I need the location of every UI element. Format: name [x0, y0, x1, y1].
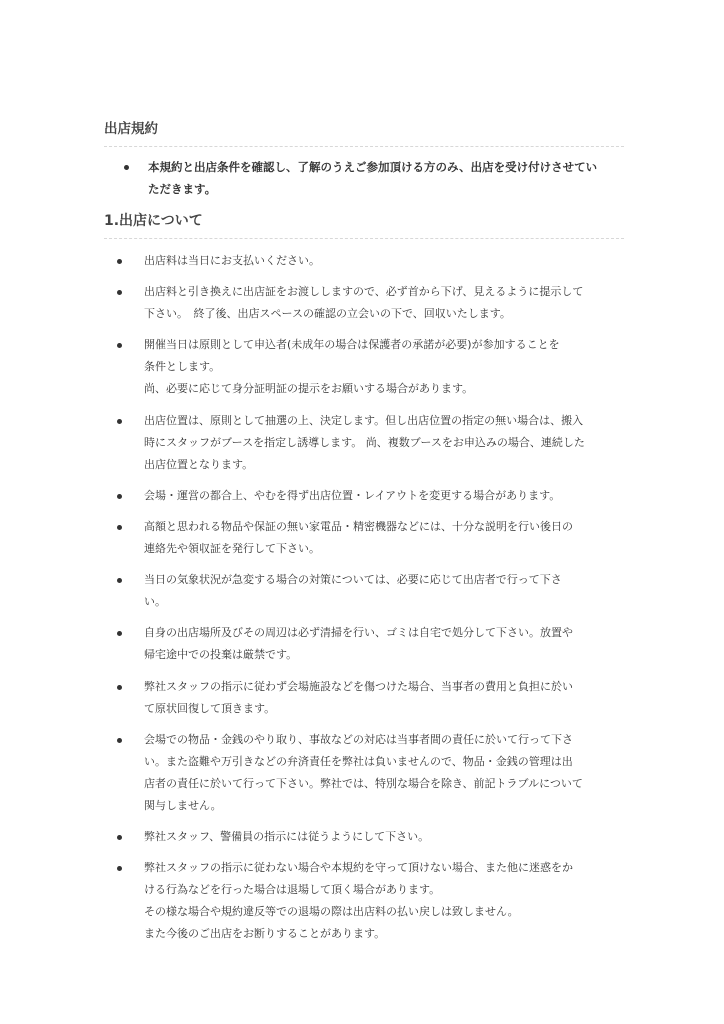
rule-line: 弊社スタッフ、警備員の指示には従うようにして下さい。	[144, 829, 430, 843]
bullet-icon	[117, 578, 122, 583]
rule-line: 関与しません。	[144, 798, 222, 812]
rule-line: 尚、必要に応じて身分証明証の提示をお願いする場合があります。	[144, 382, 474, 396]
rule-item	[104, 729, 624, 817]
rule-line: 開催当日は原則として申込者(未成年の場合は保護者の承諾が必要)が参加することを	[144, 338, 560, 352]
rules-list	[104, 250, 624, 945]
rule-line: 条件とします。	[144, 360, 221, 374]
bullet-icon	[117, 525, 122, 530]
bullet-icon	[117, 494, 122, 499]
rule-line: 店者の責任に於いて行って下さい。弊社では、特別な場合を除き、前記トラブルについて	[144, 776, 583, 790]
rule-line: 下さい。 終了後、出店スペースの確認の立会いの下で、回収いたします。	[144, 307, 511, 321]
rule-line: い。また盗難や万引きなどの弁済責任を弊社は負いませんので、物品・金銭の管理は出	[144, 754, 573, 768]
bullet-icon	[117, 835, 122, 840]
bullet-icon	[124, 165, 129, 170]
bullet-icon	[117, 419, 122, 424]
rule-line: 弊社スタッフの指示に従わない場合や本規約を守って頂けない場合、また他に迷惑をか	[144, 861, 573, 875]
rule-line: 時にスタッフがブースを指定し誘導します。 尚、複数ブースをお申込みの場合、連続した	[144, 435, 585, 449]
rule-line: 当日の気象状況が急変する場合の対策については、必要に応じて出店者で行って下さ	[144, 573, 562, 587]
bullet-icon	[117, 866, 122, 871]
rule-line: て原状回復して頂きます。	[144, 701, 276, 715]
intro-list	[104, 156, 624, 200]
rule-item	[104, 334, 624, 400]
rule-line: 自身の出店場所及びその周辺は必ず清掃を行い、ゴミは自宅で処分して下さい。放置や	[144, 626, 573, 640]
rule-line: 出店位置は、原則として抽選の上、決定します。但し出店位置の指定の無い場合は、搬入	[144, 413, 584, 427]
rule-line: 出店料と引き換えに出店証をお渡ししますので、必ず首から下げ、見えるように提示して	[144, 285, 584, 299]
page-title: 出店規約	[104, 119, 624, 147]
rule-item	[104, 516, 624, 560]
rule-line: い。	[144, 595, 166, 609]
intro-line: ただきます。	[148, 182, 217, 196]
rule-line: 出店料は当日にお支払いください。	[144, 254, 320, 267]
rule-line: 連絡先や領収証を発行して下さい。	[144, 541, 320, 555]
rule-line: 会場・運営の都合上、やむを得ず出店位置・レイアウトを変更する場合があります。	[144, 488, 561, 502]
rule-item	[104, 281, 624, 325]
rule-line: 帰宅途中での投棄は厳禁です。	[144, 648, 298, 662]
rule-item	[104, 485, 624, 507]
bullet-icon	[117, 343, 122, 348]
rule-item	[104, 826, 624, 848]
intro-line: 本規約と出店条件を確認し、了解のうえご参加頂ける方のみ、出店を受け付けさせてい	[148, 160, 598, 174]
intro-item	[104, 156, 624, 200]
rule-line: 出店位置となります。	[144, 457, 254, 471]
rule-item	[104, 676, 624, 720]
rule-item	[104, 622, 624, 666]
bullet-icon	[117, 685, 122, 690]
rule-line: 会場での物品・金銭のやり取り、事故などの対応は当事者間の責任に於いて行って下さ	[144, 732, 573, 746]
rule-item	[104, 410, 624, 476]
bullet-icon	[117, 631, 122, 636]
rule-line: その様な場合や規約違反等での退場の際は出店料の払い戻しは致しません。	[144, 905, 519, 919]
bullet-icon	[117, 738, 122, 743]
rule-item	[104, 857, 624, 945]
rule-item	[104, 250, 624, 272]
bullet-icon	[117, 259, 122, 264]
document-content	[104, 119, 624, 954]
rule-line: 高額と思われる物品や保証の無い家電品・精密機器などには、十分な説明を行い後日の	[144, 519, 573, 533]
rule-item	[104, 569, 624, 613]
rule-line: また今後のご出店をお断りすることがあります。	[144, 927, 386, 941]
rule-line: ける行為などを行った場合は退場して頂く場合があります。	[144, 883, 441, 897]
section-heading: 1.出店について	[104, 211, 624, 239]
rule-line: 弊社スタッフの指示に従わず会場施設などを傷つけた場合、当事者の費用と負担に於い	[144, 679, 573, 693]
bullet-icon	[117, 290, 122, 295]
